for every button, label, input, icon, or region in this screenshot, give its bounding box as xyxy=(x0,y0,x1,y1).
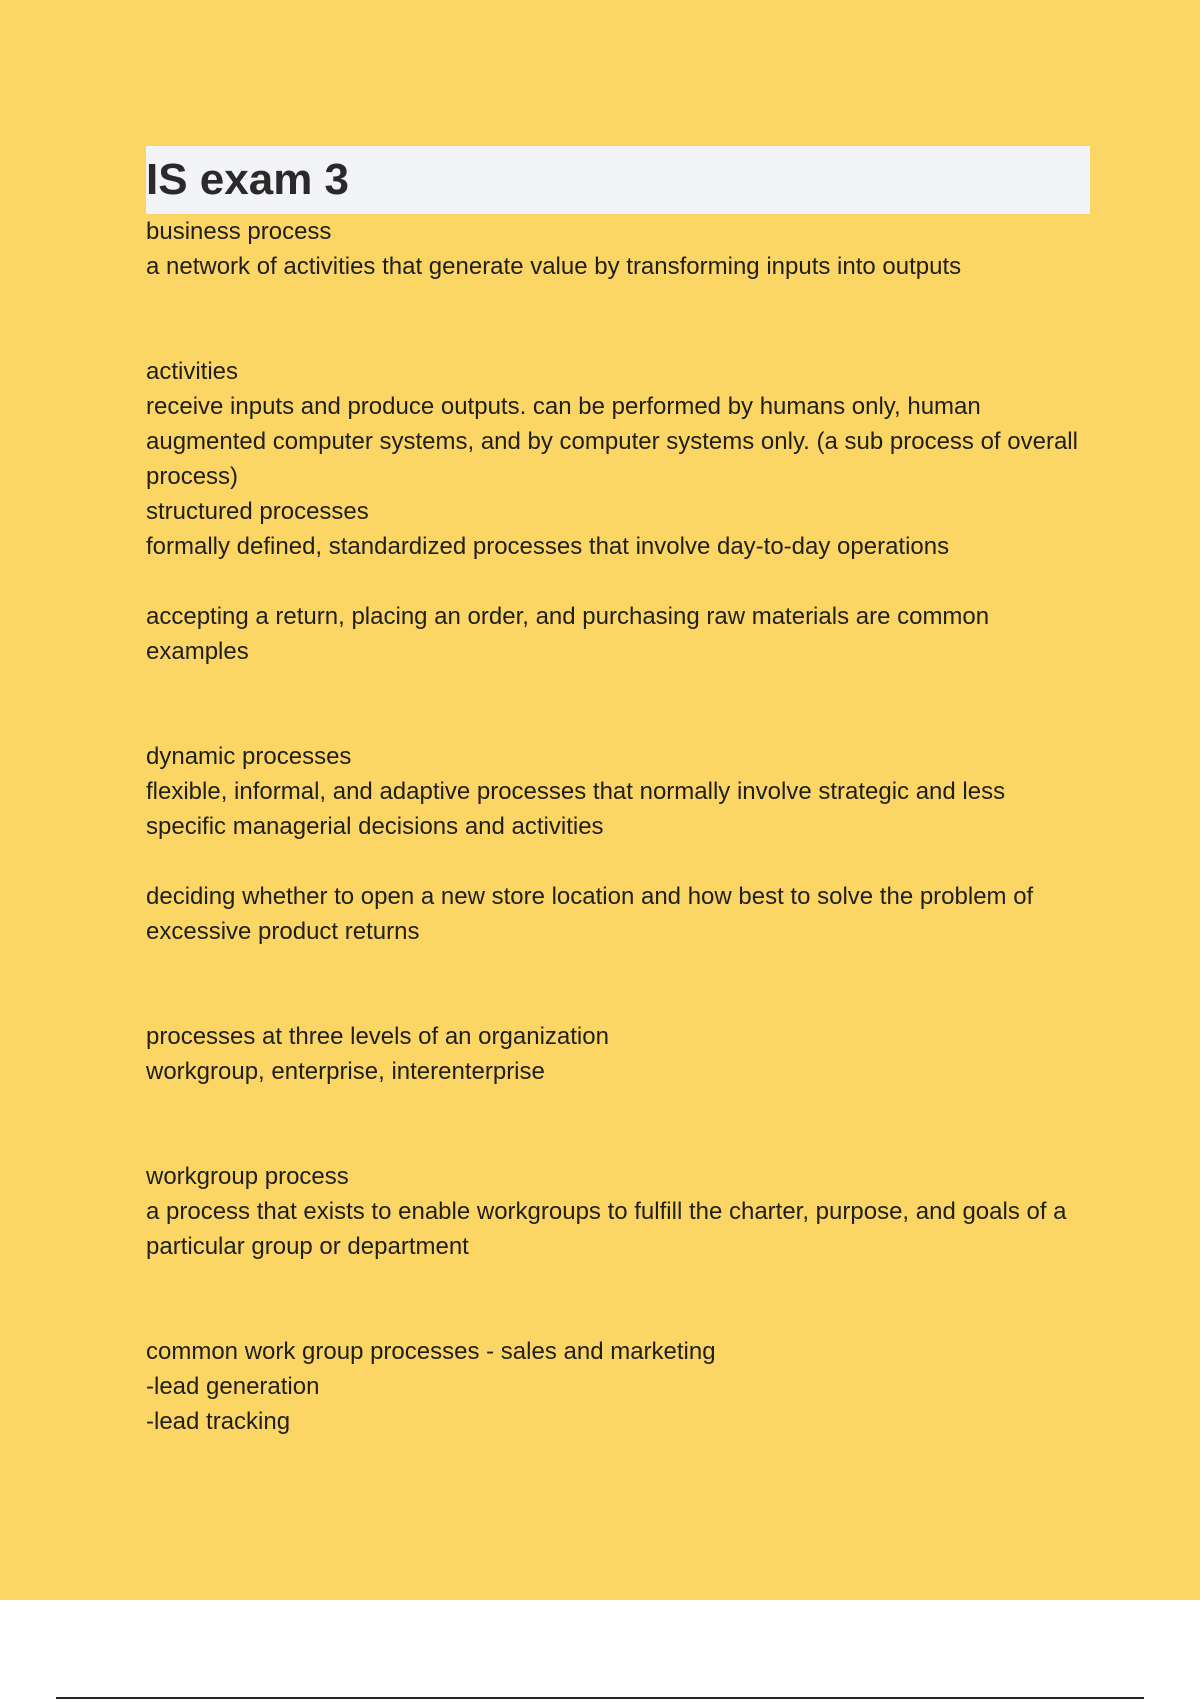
term-line: dynamic processes xyxy=(146,743,352,770)
spacer xyxy=(146,284,1090,354)
definition-line: a network of activities that generate value by transforming inputs into outputs xyxy=(146,253,962,280)
definition-line: formally defined, standardized processes that involve day-to-day operations xyxy=(146,533,950,560)
document-body xyxy=(146,146,1090,1439)
spacer xyxy=(146,564,1090,599)
definition-line: workgroup, enterprise, interenterprise xyxy=(146,1058,545,1085)
term-line: processes at three levels of an organization xyxy=(146,1023,609,1050)
spacer xyxy=(146,1089,1090,1159)
list-item: -lead tracking xyxy=(146,1408,291,1435)
footer-divider xyxy=(56,1697,1144,1699)
term-line: business process xyxy=(146,218,332,245)
term-line: activities xyxy=(146,358,239,385)
term-line: structured processes xyxy=(146,498,369,525)
term-line: common work group processes - sales and marketing xyxy=(146,1338,716,1365)
list-item: -lead generation xyxy=(146,1373,320,1400)
example-line: accepting a return, placing an order, and purchasing raw materials are common examples xyxy=(146,603,990,665)
page-title: IS exam 3 xyxy=(146,155,350,204)
definition-line: a process that exists to enable workgroups to fulfill the charter, purpose, and goals of a particular group or department xyxy=(146,1198,1067,1260)
spacer xyxy=(146,844,1090,879)
title-bar xyxy=(146,146,1090,214)
definition-line: flexible, informal, and adaptive processes that normally involve strategic and less specific managerial decisions and activities xyxy=(146,778,1006,840)
spacer xyxy=(146,949,1090,1019)
spacer xyxy=(146,669,1090,739)
example-line: deciding whether to open a new store location and how best to solve the problem of excessive product returns xyxy=(146,883,1034,945)
term-line: workgroup process xyxy=(146,1163,349,1190)
spacer xyxy=(146,1264,1090,1334)
definition-line: receive inputs and produce outputs. can be performed by humans only, human augmented computer systems, and by computer systems only. (a sub process of overall process) xyxy=(146,393,1078,490)
